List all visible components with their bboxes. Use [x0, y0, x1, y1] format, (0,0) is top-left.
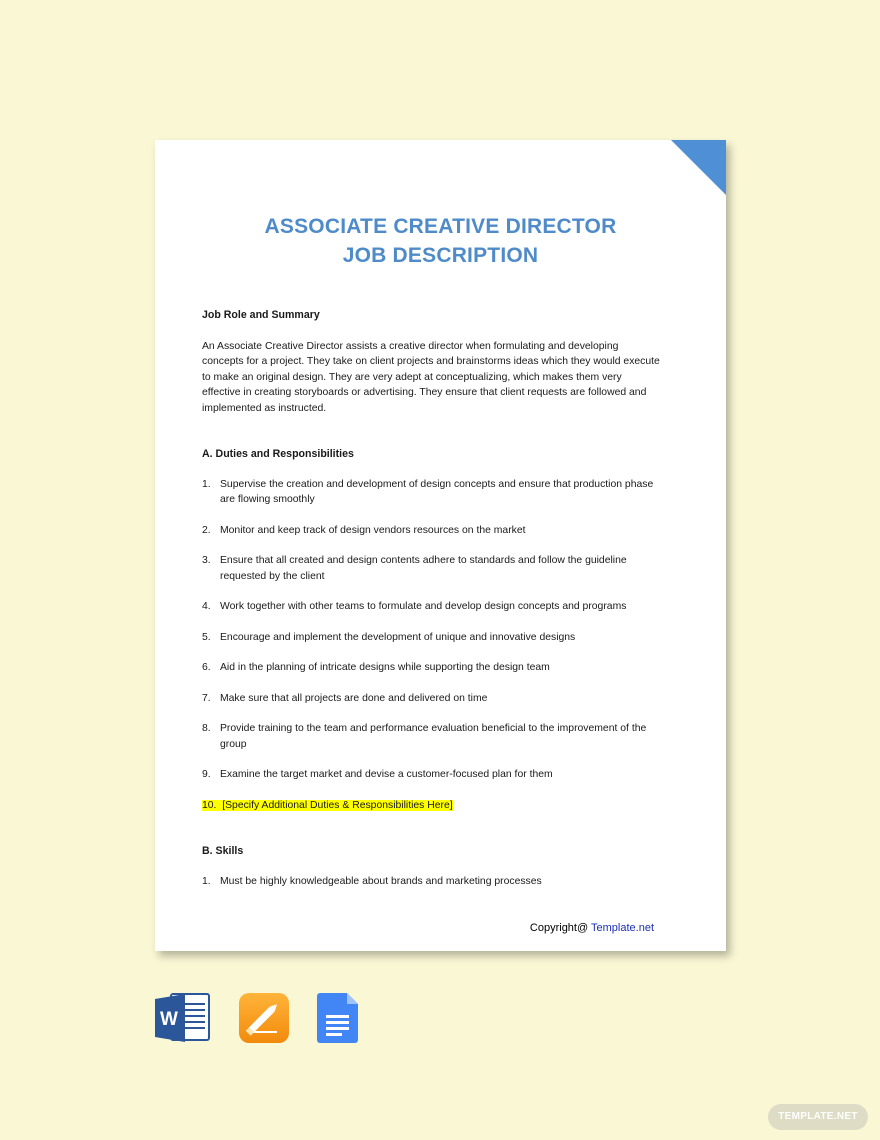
document-body [202, 308, 662, 904]
skills-heading: B. Skills [202, 845, 244, 857]
pages-icon[interactable] [238, 992, 290, 1049]
copyright-prefix: Copyright@ [529, 922, 592, 934]
list-item: 9. Examine the target market and devise a customer-focused plan for them [202, 769, 553, 780]
duties-heading: A. Duties and Responsibilities [202, 448, 354, 460]
list-item: 2. Monitor and keep track of design vendors resources on the market [202, 524, 526, 536]
list-item: 1. Supervise the creation and development of design concepts and ensure that production phase are flowing smoothly [202, 478, 654, 505]
list-item: 8. Provide training to the team and performance evaluation beneficial to the improvement of the group [202, 723, 647, 750]
copyright-line [530, 922, 654, 934]
list-item: 5. Encourage and implement the development of unique and innovative designs [202, 631, 576, 643]
list-item: 6. Aid in the planning of intricate designs while supporting the design team [202, 662, 550, 673]
duties-list [202, 477, 662, 814]
title-line-2: JOB DESCRIPTION [342, 244, 539, 267]
google-docs-icon[interactable] [317, 992, 361, 1049]
template-net-watermark: TEMPLATE.NET [768, 1104, 868, 1130]
summary-paragraph: An Associate Creative Director assists a creative director when formulating and developing concepts for a project. They take on client projects and brainstorms ideas which they would execute to make an original design. They are very adept at conceptualizing, which makes them very effective in creating storyboards or advertising. They ensure that client requests are followed and implemented as instructed. [202, 340, 660, 414]
skills-list [202, 874, 662, 890]
list-item: 4. Work together with other teams to formulate and develop design concepts and programs [202, 601, 627, 612]
copyright-link[interactable]: Template.net [591, 922, 654, 934]
list-item: 3. Ensure that all created and design contents adhere to standards and follow the guideline requested by the client [202, 555, 627, 582]
summary-heading: Job Role and Summary [202, 309, 320, 321]
list-item: 7. Make sure that all projects are done and delivered on time [202, 692, 488, 704]
list-item: 1. Must be highly knowledgeable about brands and marketing processes [202, 875, 542, 887]
word-icon[interactable] [155, 992, 211, 1049]
svg-text:W: W [160, 1009, 178, 1030]
document-title [155, 212, 726, 270]
highlighted-placeholder: 10. [Specify Additional Duties & Responsibilities Here] [202, 799, 453, 811]
duty-placeholder-item [202, 798, 662, 814]
document-page [155, 140, 726, 951]
page-corner-fold [671, 140, 726, 195]
title-line-1: ASSOCIATE CREATIVE DIRECTOR [264, 215, 617, 238]
